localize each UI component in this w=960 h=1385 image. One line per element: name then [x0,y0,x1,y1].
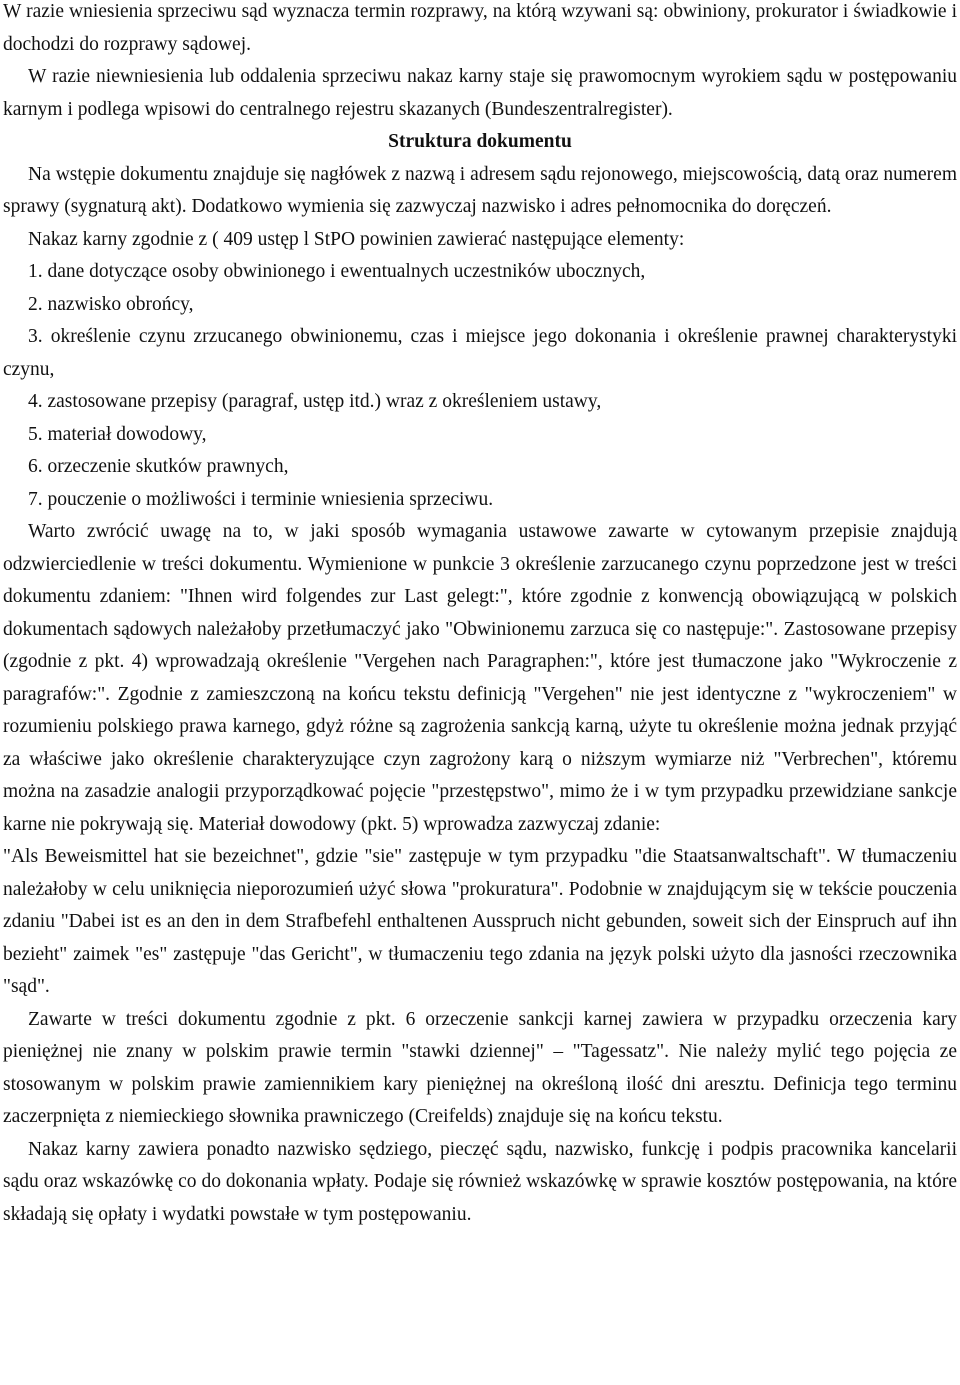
list-item: 1. dane dotyczące osoby obwinionego i ewentualnych uczestników ubocznych, [28,261,646,282]
list-item: 3. określenie czynu zrzucanego obwinionemu, czas i miejsce jego dokonania i określenie prawnej charakterystyki czynu, [3,326,957,380]
list-item: 6. orzeczenie skutków prawnych, [28,456,289,477]
section-heading: Struktura dokumentu [388,131,572,152]
paragraph-beweismittel: "Als Beweismittel hat sie bezeichnet", gdzie "sie" zastępuje w tym przypadku "die Staatsanwaltschaft". W tłumaczeniu należałoby w celu uniknięcia nieporozumień użyć słowa "prokuratura". Podobnie w znajdującym się w tekście pouczenia zdaniu "Dabei ist es an den in dem Strafbefehl enthaltenen Ausspruch nicht gebunden, soweit sich der Einspruch auf ihn bezieht" zaimek "es" zastępuje "das Gericht", w tłumaczeniu tego zdania na język polski użyto dla jasności rzeczownika "sąd". [3,846,957,997]
paragraph-objection-not-filed: W razie niewniesienia lub oddalenia sprzeciwu nakaz karny staje się prawomocnym wyrokiem sądu w postępowaniu karnym i podlega wpisowi do centralnego rejestru skazanych (Bundeszentralregister). [3,66,957,120]
paragraph-document-header: Na wstępie dokumentu znajduje się nagłówek z nazwą i adresem sądu rejonowego, miejscowością, datą oraz numerem sprawy (sygnaturą akt). Dodatkowo wymienia się zazwyczaj nazwisko i adres pełnomocnika do doręczeń. [3,163,957,217]
paragraph-signature-elements: Nakaz karny zawiera ponadto nazwisko sędziego, pieczęć sądu, nazwisko, funkcję i podpis pracownika kancelarii sądu oraz wskazówkę co do dokonania wpłaty. Podaje się również wskazówkę w sprawie kosztów postępowania, na które składają się opłaty i wydatki powstałe w tym postępowaniu. [3,1138,957,1225]
list-item: 2. nazwisko obrońcy, [28,293,194,315]
paragraph-statutory-requirements: Warto zwrócić uwagę na to, w jaki sposób wymagania ustawowe zawarte w cytowanym przepisie znajdują odzwierciedlenie w treści dokumentu. Wymienione w punkcie 3 określenie zarzucanego czynu poprzedzone jest w treści dokumentu zdaniem: "Ihnen wird folgendes zur Last gelegt:", które zgodnie z konwencją obowiązującą w polskich dokumentach sądowych należałoby przetłumaczyć jako "Obwinionemu zarzuca się co następuje:". Zastosowane przepisy (zgodnie z pkt. 4) wprowadzają określenie "Vergehen nach Paragraphen:", które jest tłumaczone jako "Wykroczenie z paragrafów:". Zgodnie z zamieszczoną na końcu tekstu definicją "Vergehen" nie jest identyczne z "wykroczeniem" w rozumieniu polskiego prawa karnego, gdyż różne są zagrożenia sankcją karną, użyte tu określenie można jednak przyjąć za właściwe jako określenie charakteryzujące czyn zagrożony karą o niższym wymiarze niż "Verbrechen", któremu można na zasadzie analogii przyporządkować pojęcie "przestępstwo", mimo że i w tym przypadku przewidziane sankcje karne nie pokrywają się. Materiał dowodowy (pkt. 5) wprowadza zazwyczaj zdanie: [3,521,957,835]
list-item: 5. materiał dowodowy, [28,423,207,445]
list-item: 4. zastosowane przepisy (paragraf, ustęp itd.) wraz z określeniem ustawy, [28,391,602,412]
list-item: 7. pouczenie o możliwości i terminie wniesienia sprzeciwu. [28,488,494,510]
elements-list [3,256,957,516]
paragraph-required-elements: Nakaz karny zgodnie z ( 409 ustęp l StPO powinien zawierać następujące elementy: [28,228,685,250]
paragraph-tagessatz: Zawarte w treści dokumentu zgodnie z pkt. 6 orzeczenie sankcji karnej zawiera w przypadku orzeczenia kary pieniężnej nie znany w polskim prawie termin "stawki dziennej" – "Tagessatz". Nie należy mylić tego pojęcia ze stosowanym w polskim prawie zamiennikiem kary pieniężnej na określoną ilość dni aresztu. Definicja tego terminu zaczerpnięta z niemieckiego słownika prawniczego (Creifelds) znajduje się na końcu tekstu. [3,1008,957,1127]
paragraph-objection-filed: W razie wniesienia sprzeciwu sąd wyznacza termin rozprawy, na którą wzywani są: obwiniony, prokurator i świadkowie i dochodzi do rozprawy sądowej. [3,1,957,55]
